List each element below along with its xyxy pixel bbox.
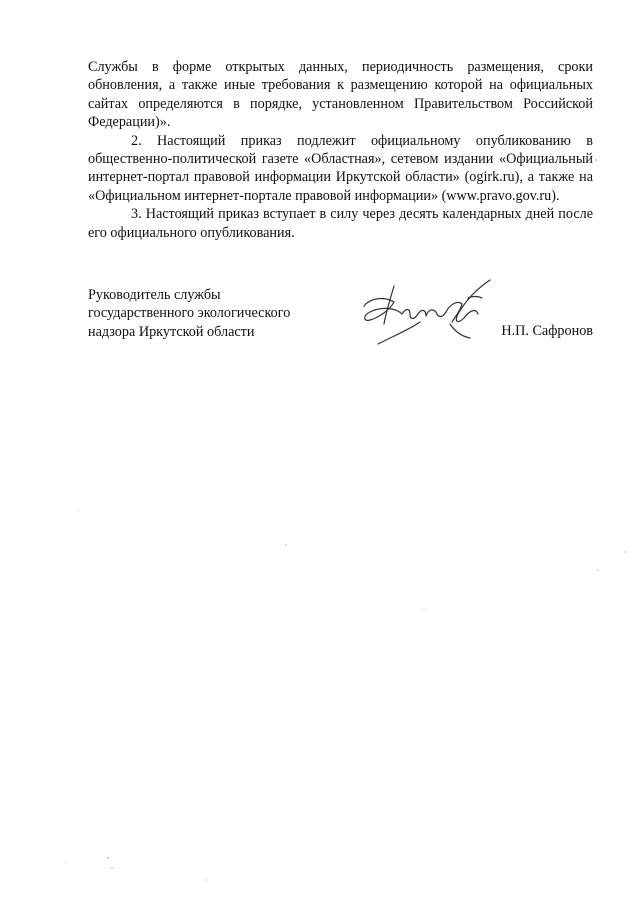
signer-title <box>88 286 328 341</box>
signer-name: Н.П. Сафронов <box>501 323 593 339</box>
signer-title-line-2: государственного экологического <box>88 305 291 322</box>
signature-block <box>88 286 593 356</box>
document-body <box>88 58 593 242</box>
paragraph-effective-date: 3. Настоящий приказ вступает в силу через десять календарных дней после его официального опубликования. <box>88 206 593 241</box>
paragraph-continuation: Службы в форме открытых данных, периодичность размещения, сроки обновления, а также иные требования к размещению которой на официальных сайтах определяются в порядке, установленном Правительством Российской Федерации)». <box>88 59 593 131</box>
handwritten-signature-icon <box>350 278 500 348</box>
signer-title-line-1: Руководитель службы <box>88 287 221 303</box>
signer-title-line-3: надзора Иркутской области <box>88 323 255 340</box>
paragraph-publication: 2. Настоящий приказ подлежит официальному опубликованию в общественно-политической газете «Областная», сетевом издании «Официальный интернет-портал правовой информации Иркутской области» (ogirk.ru), а также на «Официальном интернет-портале правовой информации» (www.pravo.gov.ru). <box>88 132 593 204</box>
